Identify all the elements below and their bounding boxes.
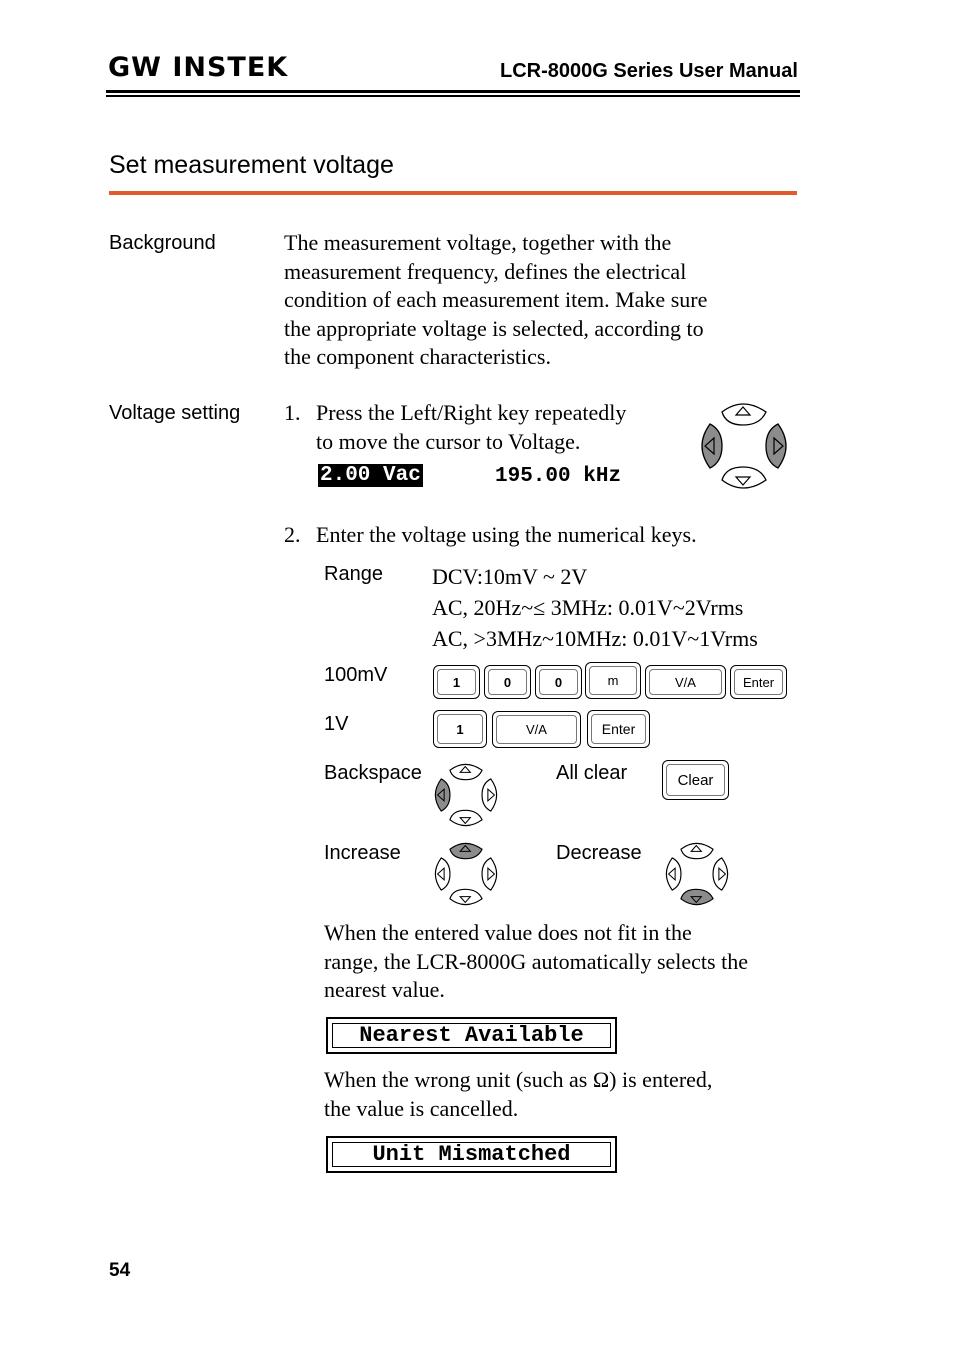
background-line: the appropriate voltage is selected, according to [284,315,704,341]
voltage-setting-label: Voltage setting [109,402,241,424]
section-title: Set measurement voltage [109,151,394,179]
key-enter[interactable] [730,665,787,699]
step1-line: to move the cursor to Voltage. [316,428,581,454]
range-line: DCV:10mV ~ 2V [432,564,588,589]
note-line: When the wrong unit (such as Ω) is entered, [324,1067,713,1092]
range-line: AC, >3MHz~10MHz: 0.01V~1Vrms [432,626,758,651]
manual-title: LCR-8000G Series User Manual [500,60,798,82]
key-label: m [589,666,637,695]
step1-number: 1. [284,400,301,425]
background-paragraph [284,229,784,372]
step1-line: Press the Left/Right key repeatedly [316,400,627,425]
range-values [432,561,758,654]
example-1v-label: 1V [324,713,349,735]
example-100mv-label: 100mV [324,664,388,686]
key-1[interactable] [433,665,480,699]
background-line: measurement frequency, defines the electrical [284,258,687,284]
key-label: Clear [666,764,725,796]
background-line: The measurement voltage, together with the [284,230,672,255]
backspace-label: Backspace [324,762,422,784]
lcd-frequency-unit: kHz [583,465,622,488]
message-nearest-available [326,1017,617,1054]
all-clear-label: All clear [556,762,628,784]
step2-text: Enter the voltage using the numerical keys. [316,522,697,547]
arrow-keypad-down-highlight-icon[interactable] [662,839,732,909]
key-label: 0 [488,669,527,695]
key-m[interactable] [585,662,641,699]
message-text: Unit Mismatched [332,1142,611,1167]
key-v-a[interactable] [645,665,726,699]
note-line: the value is cancelled. [324,1095,519,1121]
increase-label: Increase [324,842,401,864]
arrow-keypad-left-right-icon[interactable] [696,398,792,494]
key-1[interactable] [433,710,487,748]
background-label: Background [109,232,216,254]
note-line: When the entered value does not fit in the [324,920,692,945]
range-line: AC, 20Hz~≤ 3MHz: 0.01V~2Vrms [432,595,744,620]
key-label: Enter [591,714,646,744]
lcd-frequency-value: 195.00 [495,465,571,488]
note-line: nearest value. [324,977,445,1002]
key-label: 1 [437,714,483,744]
key-enter[interactable] [587,710,650,748]
message-unit-mismatched [326,1136,617,1173]
section-rule [109,191,797,195]
key-label: V/A [649,669,722,695]
note-line: range, the LCR-8000G automatically selects the [324,948,748,974]
brand-logo: GW INSTEK [108,52,289,83]
step2-number: 2. [284,522,301,547]
key-clear[interactable] [662,760,729,800]
key-0[interactable] [535,665,582,699]
header-rule [106,90,800,93]
key-label: 1 [437,669,476,695]
key-label: 0 [539,669,578,695]
background-line: condition of each measurement item. Make sure [284,287,708,312]
note-nearest-value [324,919,804,1005]
page-number: 54 [109,1260,131,1281]
key-v-a[interactable] [492,711,581,748]
lcd-voltage-readout [318,464,423,487]
arrow-keypad-up-highlight-icon[interactable] [431,839,501,909]
range-label: Range [324,563,383,585]
lcd-voltage-value: 2.00 Vac [320,464,421,487]
header-rule-secondary [106,95,800,97]
background-line: the component characteristics. [284,344,551,369]
key-label: V/A [496,715,577,744]
decrease-label: Decrease [556,842,642,864]
key-0[interactable] [484,665,531,699]
lcd-frequency-readout [495,465,621,488]
arrow-keypad-left-highlight-icon[interactable] [431,760,501,830]
message-text: Nearest Available [332,1023,611,1048]
key-label: Enter [734,669,783,695]
step1-text [316,399,626,456]
note-unit-cancelled [324,1066,804,1123]
